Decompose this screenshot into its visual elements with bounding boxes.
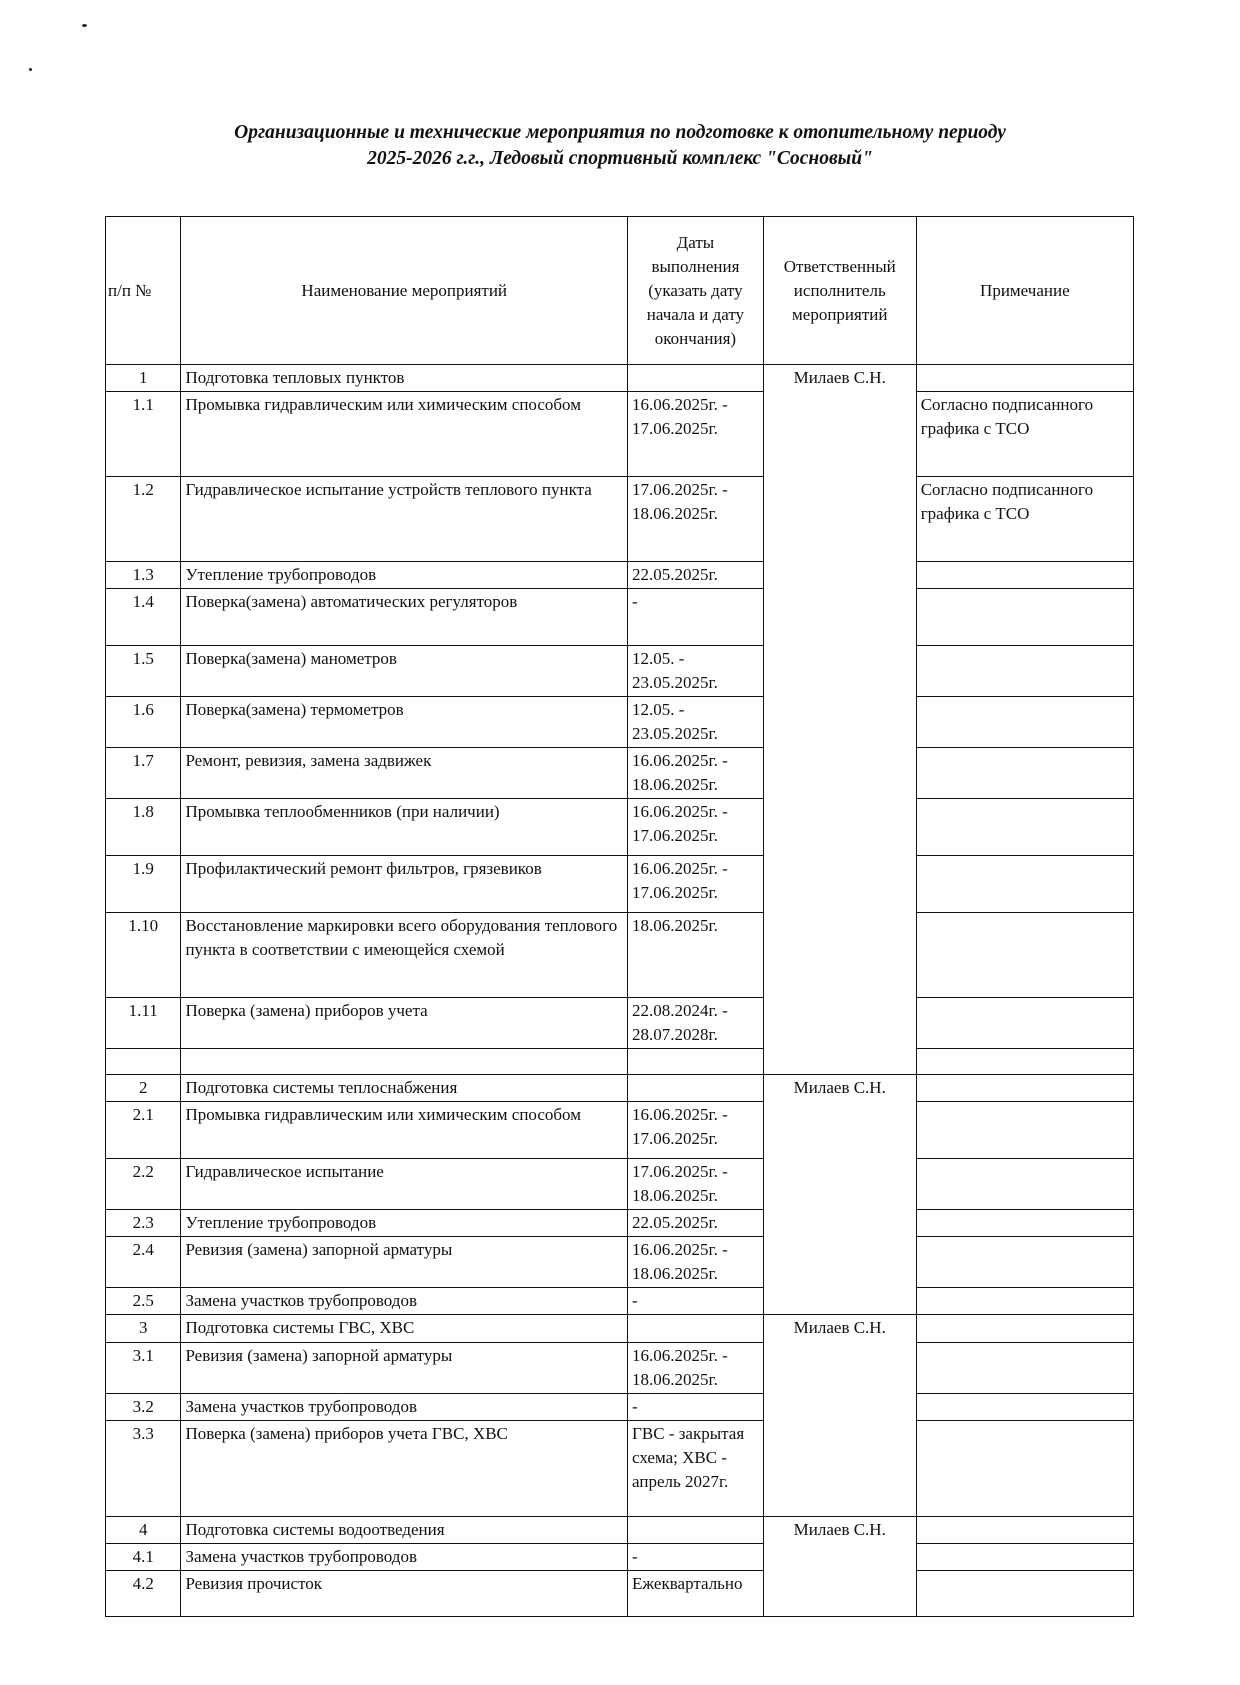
responsible-cell: Милаев С.Н. (763, 365, 916, 1075)
table-row (106, 998, 1134, 1049)
row-dates: 12.05. - 23.05.2025г. (628, 646, 764, 697)
note-cell (916, 365, 1133, 392)
section-title: Подготовка тепловых пунктов (181, 365, 628, 392)
row-note: Согласно подписанного графика с ТСО (916, 477, 1133, 562)
scan-speck (82, 24, 87, 27)
row-num: 3.2 (106, 1394, 181, 1421)
row-num: 1.6 (106, 697, 181, 748)
title-line-2: 2025-2026 г.г., Ледовый спортивный комплекс "Сосновый" (367, 148, 873, 169)
row-name: Поверка (замена) приборов учета ГВС, ХВС (181, 1421, 628, 1517)
row-num: 1.8 (106, 799, 181, 856)
row-dates: Ежеквартально (628, 1571, 764, 1617)
row-name: Поверка (замена) приборов учета (181, 998, 628, 1049)
table-row (106, 1394, 1134, 1421)
section-num: 3 (106, 1315, 181, 1343)
row-num: 1.2 (106, 477, 181, 562)
row-num: 4.1 (106, 1544, 181, 1571)
row-dates: 16.06.2025г. - 18.06.2025г. (628, 1237, 764, 1288)
row-note (916, 998, 1133, 1049)
section-title: Подготовка системы водоотведения (181, 1517, 628, 1544)
note-cell (916, 1315, 1133, 1343)
table-row (106, 697, 1134, 748)
empty-cell (181, 1049, 628, 1075)
row-note (916, 697, 1133, 748)
section-row (106, 1075, 1134, 1102)
row-dates: 16.06.2025г. - 17.06.2025г. (628, 856, 764, 913)
dates-cell (628, 1517, 764, 1544)
row-num: 1.11 (106, 998, 181, 1049)
table-row (106, 1421, 1134, 1517)
row-name: Поверка(замена) автоматических регуляторов (181, 589, 628, 646)
dates-cell (628, 1075, 764, 1102)
table-row (106, 1571, 1134, 1617)
document-title (60, 120, 1180, 172)
note-cell (916, 1517, 1133, 1544)
row-num: 2.3 (106, 1210, 181, 1237)
row-note (916, 1210, 1133, 1237)
row-note (916, 1571, 1133, 1617)
row-note (916, 1394, 1133, 1421)
row-dates: 22.08.2024г. - 28.07.2028г. (628, 998, 764, 1049)
row-dates: - (628, 1288, 764, 1315)
row-dates: 16.06.2025г. - 18.06.2025г. (628, 748, 764, 799)
row-name: Поверка(замена) термометров (181, 697, 628, 748)
measures-table (105, 216, 1134, 1617)
table-row (106, 1210, 1134, 1237)
header-num: п/п № (106, 217, 181, 365)
row-num: 1.3 (106, 562, 181, 589)
row-note (916, 1102, 1133, 1159)
row-name: Восстановление маркировки всего оборудования теплового пункта в соответствии с имеющейся схемой (181, 913, 628, 998)
header-responsible: Ответственный исполнитель мероприятий (763, 217, 916, 365)
row-dates: - (628, 589, 764, 646)
table-row (106, 748, 1134, 799)
table-row (106, 646, 1134, 697)
row-name: Замена участков трубопроводов (181, 1288, 628, 1315)
table-row (106, 392, 1134, 477)
section-title: Подготовка системы теплоснабжения (181, 1075, 628, 1102)
row-note (916, 856, 1133, 913)
row-dates: 16.06.2025г. - 17.06.2025г. (628, 392, 764, 477)
row-dates: 18.06.2025г. (628, 913, 764, 998)
row-num: 2.1 (106, 1102, 181, 1159)
row-dates: 22.05.2025г. (628, 562, 764, 589)
table-header-row (106, 217, 1134, 365)
row-dates: 16.06.2025г. - 17.06.2025г. (628, 1102, 764, 1159)
section-row (106, 365, 1134, 392)
row-num: 1.5 (106, 646, 181, 697)
row-name: Профилактический ремонт фильтров, грязевиков (181, 856, 628, 913)
empty-cell (106, 1049, 181, 1075)
row-name: Замена участков трубопроводов (181, 1394, 628, 1421)
table-row (106, 1237, 1134, 1288)
dates-cell (628, 365, 764, 392)
table-row (106, 477, 1134, 562)
row-num: 3.1 (106, 1343, 181, 1394)
row-note (916, 913, 1133, 998)
empty-cell (628, 1049, 764, 1075)
note-cell (916, 1075, 1133, 1102)
row-name: Гидравлическое испытание (181, 1159, 628, 1210)
row-num: 4.2 (106, 1571, 181, 1617)
row-num: 3.3 (106, 1421, 181, 1517)
row-note (916, 646, 1133, 697)
scan-speck (29, 68, 32, 71)
responsible-cell: Милаев С.Н. (763, 1075, 916, 1315)
row-note (916, 1288, 1133, 1315)
table-row (106, 562, 1134, 589)
row-name: Гидравлическое испытание устройств теплового пункта (181, 477, 628, 562)
table-row (106, 1288, 1134, 1315)
row-note (916, 1421, 1133, 1517)
row-dates: ГВС - закрытая схема; ХВС - апрель 2027г. (628, 1421, 764, 1517)
table-row (106, 856, 1134, 913)
row-note (916, 562, 1133, 589)
row-dates: 17.06.2025г. - 18.06.2025г. (628, 1159, 764, 1210)
empty-row (106, 1049, 1134, 1075)
table-row (106, 589, 1134, 646)
section-title: Подготовка системы ГВС, ХВС (181, 1315, 628, 1343)
row-note (916, 1237, 1133, 1288)
row-name: Промывка гидравлическим или химическим способом (181, 1102, 628, 1159)
row-num: 2.2 (106, 1159, 181, 1210)
row-dates: - (628, 1544, 764, 1571)
row-name: Ремонт, ревизия, замена задвижек (181, 748, 628, 799)
row-num: 1.9 (106, 856, 181, 913)
empty-cell (916, 1049, 1133, 1075)
row-name: Утепление трубопроводов (181, 562, 628, 589)
section-row (106, 1315, 1134, 1343)
row-num: 1.10 (106, 913, 181, 998)
row-dates: 17.06.2025г. - 18.06.2025г. (628, 477, 764, 562)
table-row (106, 1159, 1134, 1210)
row-name: Ревизия прочисток (181, 1571, 628, 1617)
header-note: Примечание (916, 217, 1133, 365)
responsible-cell: Милаев С.Н. (763, 1517, 916, 1617)
section-num: 4 (106, 1517, 181, 1544)
row-num: 2.5 (106, 1288, 181, 1315)
row-name: Поверка(замена) манометров (181, 646, 628, 697)
row-dates: 12.05. - 23.05.2025г. (628, 697, 764, 748)
title-line-1: Организационные и технические мероприятия по подготовке к отопительному периоду (234, 122, 1006, 143)
row-name: Утепление трубопроводов (181, 1210, 628, 1237)
header-name: Наименование мероприятий (181, 217, 628, 365)
row-num: 2.4 (106, 1237, 181, 1288)
row-name: Замена участков трубопроводов (181, 1544, 628, 1571)
responsible-cell: Милаев С.Н. (763, 1315, 916, 1517)
row-name: Промывка гидравлическим или химическим способом (181, 392, 628, 477)
section-num: 1 (106, 365, 181, 392)
row-name: Промывка теплообменников (при наличии) (181, 799, 628, 856)
row-name: Ревизия (замена) запорной арматуры (181, 1343, 628, 1394)
row-num: 1.7 (106, 748, 181, 799)
row-dates: 16.06.2025г. - 17.06.2025г. (628, 799, 764, 856)
row-name: Ревизия (замена) запорной арматуры (181, 1237, 628, 1288)
header-dates: Даты выполнения (указать дату начала и дату окончания) (628, 217, 764, 365)
row-note: Согласно подписанного графика с ТСО (916, 392, 1133, 477)
row-dates: 16.06.2025г. - 18.06.2025г. (628, 1343, 764, 1394)
table-row (106, 1544, 1134, 1571)
row-dates: 22.05.2025г. (628, 1210, 764, 1237)
row-note (916, 748, 1133, 799)
table-row (106, 1102, 1134, 1159)
row-note (916, 589, 1133, 646)
row-num: 1.4 (106, 589, 181, 646)
table-row (106, 1343, 1134, 1394)
row-dates: - (628, 1394, 764, 1421)
row-num: 1.1 (106, 392, 181, 477)
row-note (916, 1544, 1133, 1571)
section-row (106, 1517, 1134, 1544)
dates-cell (628, 1315, 764, 1343)
row-note (916, 1159, 1133, 1210)
section-num: 2 (106, 1075, 181, 1102)
table-row (106, 913, 1134, 998)
table-row (106, 799, 1134, 856)
row-note (916, 1343, 1133, 1394)
row-note (916, 799, 1133, 856)
